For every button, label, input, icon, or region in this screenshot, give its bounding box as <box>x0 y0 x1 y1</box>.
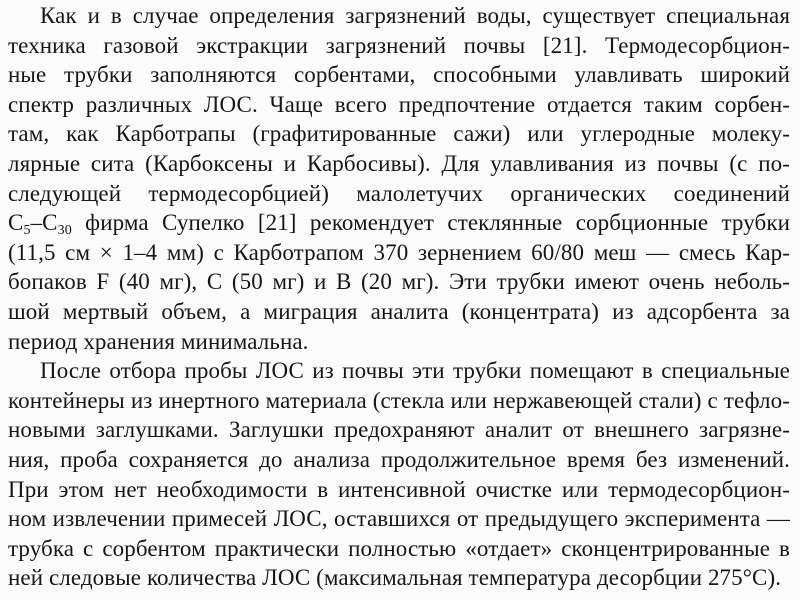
paragraph-1-line-9: (11,5 см × 1–4 мм) с Карботрапом 370 зернением 60/80 меш — смесь Кар- <box>8 240 790 265</box>
paragraph-1-line-1: Как и в случае определения загрязнений воды, существует специальная <box>40 3 790 28</box>
paragraph-2-line-7: трубка с сорбентом практически полностью «отдает» сконцентрированные в <box>8 536 790 561</box>
paragraph-1-line-5: там, как Карботрапы (графитированные сажи) или углеродные молеку- <box>8 121 790 146</box>
paragraph-2-line-2: контейнеры из инертного материала (стекла или нержавеющей стали) с тефло- <box>8 388 790 413</box>
paragraph-1-line-4: спектр различных ЛОС. Чаще всего предпочтение отдается таким сорбен- <box>8 92 790 117</box>
paragraph-1-line-2: техника газовой экстракции загрязнений почвы [21]. Термодесорбцион- <box>8 33 790 58</box>
paragraph-1-line-8-formula: $C_5-C_{30}$ фирма Супелко [21] рекомендует стеклянные сорбционные трубки <box>8 210 790 238</box>
formula-c30: $C_{30}$ <box>42 210 72 238</box>
paragraph-1-line-7: следующей термодесорбцией) малолетучих органических соединений <box>8 181 790 206</box>
paragraph-1-line-6: лярные сита (Карбоксены и Карбосивы). Для улавливания из почвы (с по- <box>8 151 790 176</box>
paragraph-1-line-3: ные трубки заполняются сорбентами, способными улавливать широкий <box>8 62 790 87</box>
paragraph-1-line-10: бопаков F (40 мг), C (50 мг) и B (20 мг). Эти трубки имеют очень неболь- <box>8 269 790 294</box>
paragraph-2-line-8: ней следовые количества ЛОС (максимальная температура десорбции 275°C). <box>8 565 782 590</box>
paragraph-2-line-4: ния, проба сохраняется до анализа продолжительное время без изменений. <box>8 447 790 472</box>
paragraph-1-line-12: период хранения минимальна. <box>8 329 309 354</box>
paragraph-1-line-11: шой мертвый объем, а миграция аналита (концентрата) из адсорбента за <box>8 299 790 324</box>
paragraph-2-line-3: новыми заглушками. Заглушки предохраняют аналит от внешнего загрязне- <box>8 417 790 442</box>
formula-c5: $C_5$ <box>8 210 31 238</box>
paragraph-2-line-1: После отбора пробы ЛОС из почвы эти трубки помещают в специальные <box>40 358 790 383</box>
paragraph-2-line-5: При этом нет необходимости в интенсивной очистке или термодесорбцион- <box>8 477 790 502</box>
paragraph-2-line-6: ном извлечении примесей ЛОС, оставшихся от предыдущего эксперимента — <box>8 506 790 531</box>
